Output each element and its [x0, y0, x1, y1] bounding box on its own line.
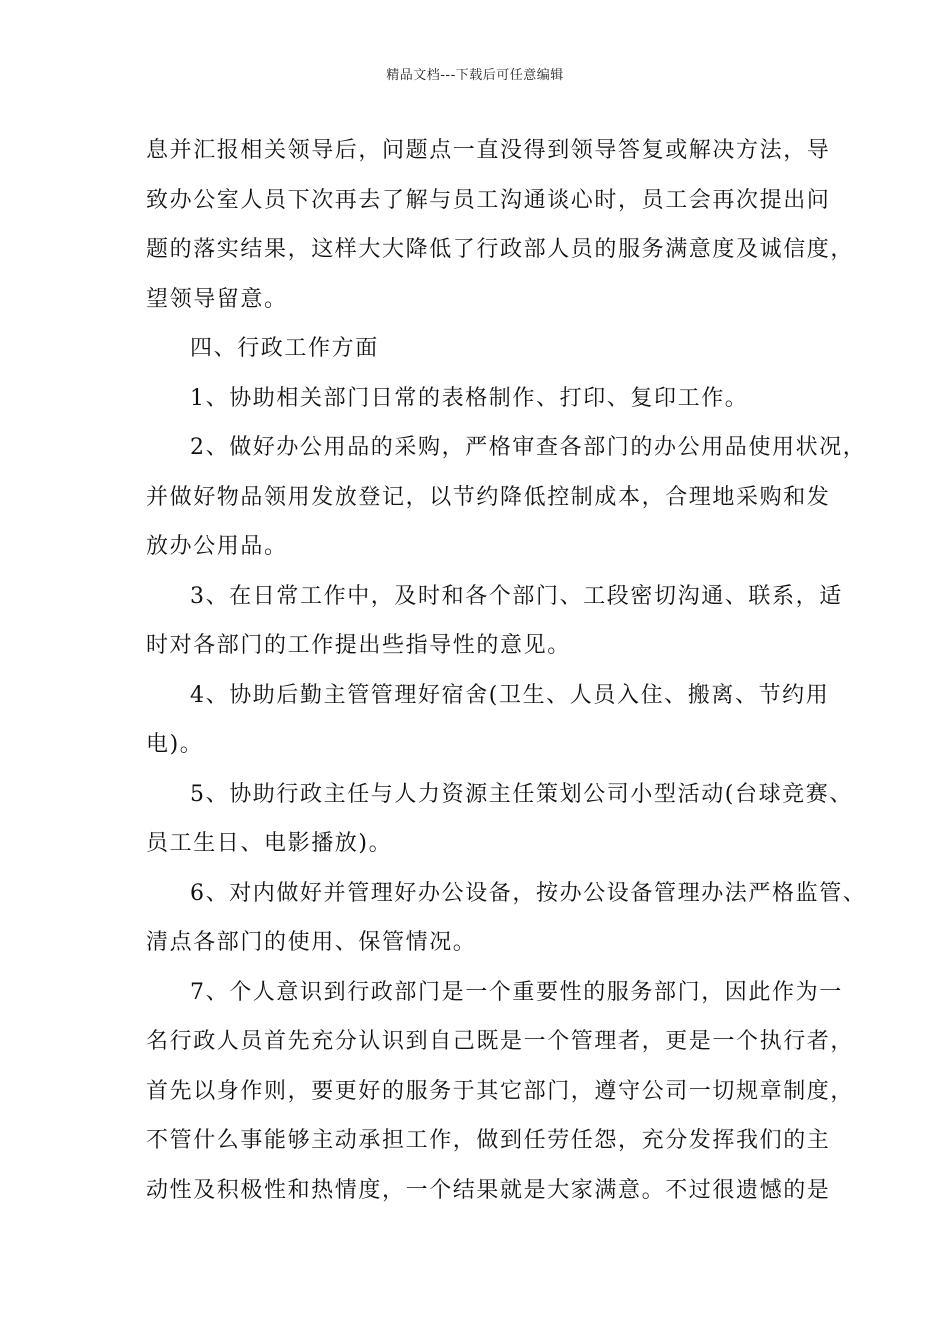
text-line: 首先以身作则，要更好的服务于其它部门，遵守公司一切规章制度， — [146, 1078, 855, 1104]
list-item-7: 7、个人意识到行政部门是一个重要性的服务部门，因此作为一 — [190, 979, 843, 1005]
section-heading: 四、行政工作方面 — [190, 336, 379, 361]
list-item-1: 1、协助相关部门日常的表格制作、打印、复印工作。 — [190, 385, 749, 411]
text-line: 致办公室人员下次再去了解与员工沟通谈心时，员工会再次提出问 — [146, 187, 831, 213]
text-line: 望领导留意。 — [146, 286, 288, 312]
text-line: 题的落实结果，这样大大降低了行政部人员的服务满意度及诚信度， — [146, 237, 855, 262]
text-line: 放办公用品。 — [146, 534, 288, 559]
page-header: 精品文档---下载后可任意编辑 — [386, 68, 564, 83]
list-item-6: 6、对内做好并管理好办公设备，按办公设备管理办法严格监管、 — [190, 880, 867, 906]
text-line: 清点各部门的使用、保管情况。 — [146, 930, 477, 955]
list-item-4: 4、协助后勤主管管理好宿舍(卫生、人员入住、搬离、节约用 — [190, 682, 830, 708]
text-line: 电)。 — [146, 732, 204, 757]
list-item-5: 5、协助行政主任与人力资源主任策划公司小型活动(台球竞赛、 — [190, 781, 853, 807]
list-item-2: 2、做好办公用品的采购，严格审查各部门的办公用品使用状况， — [190, 435, 867, 460]
list-item-3: 3、在日常工作中，及时和各个部门、工段密切沟通、联系，适 — [190, 583, 843, 609]
body-text — [146, 126, 867, 1215]
text-line: 并做好物品领用发放登记，以节约降低控制成本，合理地采购和发 — [146, 484, 831, 510]
text-line: 员工生日、电影播放)。 — [146, 831, 393, 856]
text-line: 动性及积极性和热情度，一个结果就是大家满意。不过很遗憾的是 — [146, 1177, 831, 1203]
text-line: 时对各部门的工作提出些指导性的意见。 — [146, 633, 571, 658]
text-line: 不管什么事能够主动承担工作，做到任劳任怨，充分发挥我们的主 — [146, 1128, 831, 1153]
text-line: 息并汇报相关领导后，问题点一直没得到领导答复或解决方法，导 — [146, 138, 831, 163]
text-line: 名行政人员首先充分认识到自己既是一个管理者，更是一个执行者， — [146, 1029, 855, 1054]
document-body — [146, 126, 867, 1215]
